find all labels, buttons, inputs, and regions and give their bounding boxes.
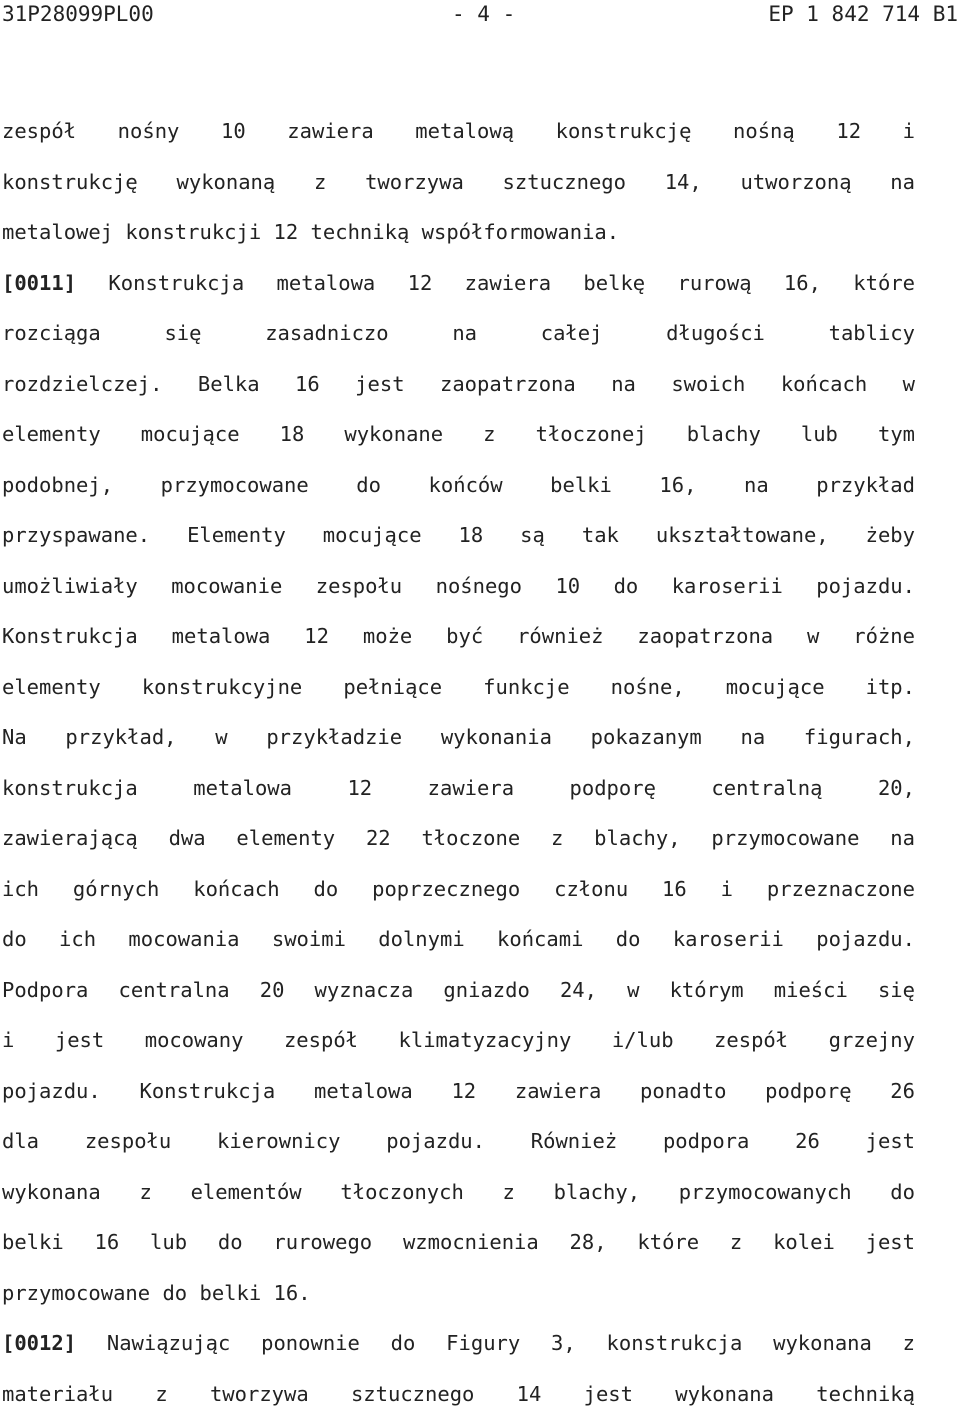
line-text: zespół nośny 10 zawiera metalową konstrukcję nośną 12 i	[2, 119, 915, 143]
line-text: konstrukcja metalowa 12 zawiera podporę centralną 20,	[2, 776, 915, 800]
line-text: rozdzielczej. Belka 16 jest zaopatrzona na swoich końcach w	[2, 372, 915, 396]
text-line	[2, 510, 915, 561]
page-number: - 4 -	[452, 0, 515, 28]
line-text: rozciąga się zasadniczo na całej długości tablicy	[2, 321, 915, 345]
text-line	[2, 258, 915, 309]
line-text: pojazdu. Konstrukcja metalowa 12 zawiera ponadto podporę 26	[2, 1079, 915, 1103]
text-line	[2, 359, 915, 410]
line-text: dla zespołu kierownicy pojazdu. Również podpora 26 jest	[2, 1129, 915, 1153]
line-text: przymocowane do belki 16.	[2, 1281, 311, 1305]
text-line	[2, 207, 915, 258]
line-text: wykonana z elementów tłoczonych z blachy, przymocowanych do	[2, 1180, 915, 1204]
text-line	[2, 1268, 915, 1319]
line-text: i jest mocowany zespół klimatyzacyjny i/lub zespół grzejny	[2, 1028, 915, 1052]
line-text: metalowej konstrukcji 12 techniką współformowania.	[2, 220, 619, 244]
line-text: Nawiązując ponownie do Figury 3, konstrukcja wykonana z	[76, 1331, 915, 1355]
text-line	[2, 712, 915, 763]
text-line	[2, 1217, 915, 1268]
text-line	[2, 1015, 915, 1066]
text-line	[2, 157, 915, 208]
paragraph-number: [0011]	[2, 271, 76, 295]
line-text: podobnej, przymocowane do końców belki 16, na przykład	[2, 473, 915, 497]
text-line	[2, 763, 915, 814]
text-line	[2, 965, 915, 1016]
text-line	[2, 1066, 915, 1117]
text-line	[2, 864, 915, 915]
line-text: ich górnych końcach do poprzecznego członu 16 i przeznaczone	[2, 877, 915, 901]
text-line	[2, 611, 915, 662]
line-text: materiału z tworzywa sztucznego 14 jest wykonana techniką	[2, 1382, 915, 1406]
line-text: Podpora centralna 20 wyznacza gniazdo 24, w którym mieści się	[2, 978, 915, 1002]
document-body	[2, 106, 915, 1419]
line-text: elementy mocujące 18 wykonane z tłoczonej blachy lub tym	[2, 422, 915, 446]
line-text: umożliwiały mocowanie zespołu nośnego 10 do karoserii pojazdu.	[2, 574, 915, 598]
line-text: belki 16 lub do rurowego wzmocnienia 28, które z kolei jest	[2, 1230, 915, 1254]
text-line	[2, 1167, 915, 1218]
line-text: Konstrukcja metalowa 12 może być również zaopatrzona w różne	[2, 624, 915, 648]
text-line	[2, 460, 915, 511]
line-text: Na przykład, w przykładzie wykonania pokazanym na figurach,	[2, 725, 915, 749]
page-header	[0, 0, 960, 28]
text-line	[2, 106, 915, 157]
text-line	[2, 914, 915, 965]
patent-number: EP 1 842 714 B1	[768, 0, 958, 28]
line-text: zawierającą dwa elementy 22 tłoczone z blachy, przymocowane na	[2, 826, 915, 850]
text-line	[2, 1369, 915, 1419]
text-line	[2, 662, 915, 713]
paragraph-number: [0012]	[2, 1331, 76, 1355]
line-text: elementy konstrukcyjne pełniące funkcje nośne, mocujące itp.	[2, 675, 915, 699]
document-reference-number: 31P28099PL00	[2, 0, 154, 28]
text-line	[2, 308, 915, 359]
text-line	[2, 1116, 915, 1167]
text-line	[2, 409, 915, 460]
line-text: przyspawane. Elementy mocujące 18 są tak ukształtowane, żeby	[2, 523, 915, 547]
line-text: konstrukcję wykonaną z tworzywa sztucznego 14, utworzoną na	[2, 170, 915, 194]
text-line	[2, 813, 915, 864]
text-line	[2, 1318, 915, 1369]
line-text: do ich mocowania swoimi dolnymi końcami do karoserii pojazdu.	[2, 927, 915, 951]
text-line	[2, 561, 915, 612]
line-text: Konstrukcja metalowa 12 zawiera belkę rurową 16, które	[76, 271, 915, 295]
